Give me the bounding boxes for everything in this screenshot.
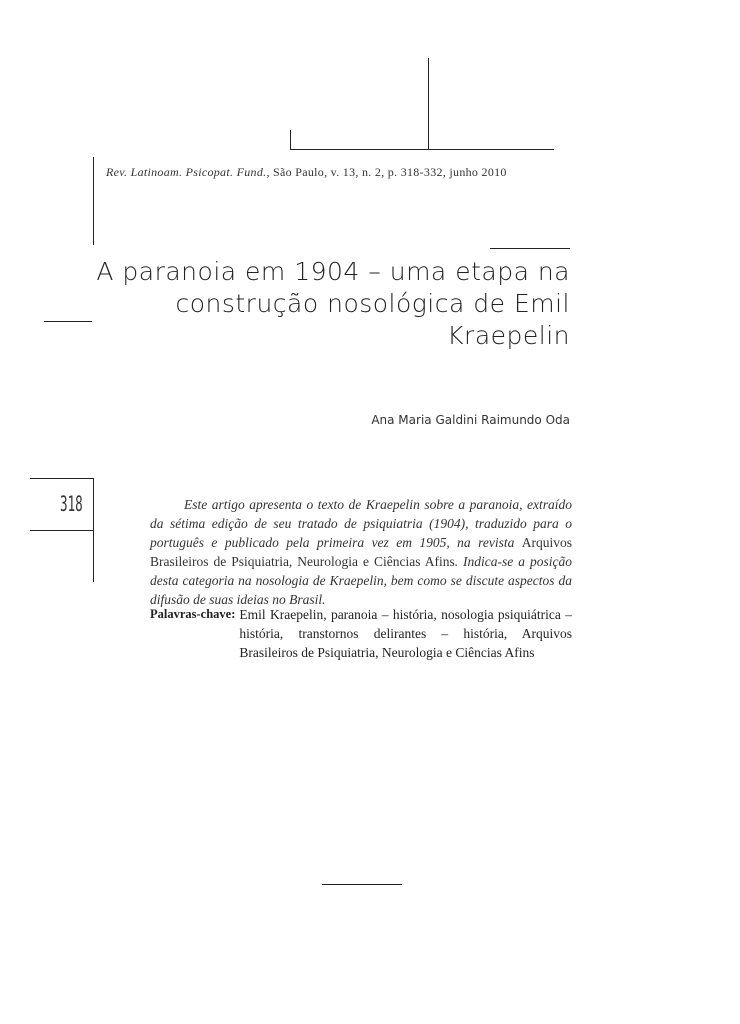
- abstract-part-1: Este artigo apresenta o texto de Kraepelin sobre a paranoia, extraído da sétima edição de seu tratado de psiquiatria (1904), traduzido para o português e publicado pela primeira vez em 1905, na revista: [150, 497, 572, 550]
- bottom-rule: [322, 884, 402, 885]
- abstract-part-2: . Indica-se a posição desta categoria na nosologia de Kraepelin, bem como se discute aspectos da difusão de suas ideias no Brasil.: [150, 554, 572, 607]
- pagenum-rule-top: [30, 478, 93, 479]
- title-line-1: A paranoia em 1904 – uma etapa na: [96, 257, 570, 286]
- pagenum-rule-bottom: [30, 530, 93, 531]
- title-rule-right: [490, 248, 570, 249]
- keywords-text: Emil Kraepelin, paranoia – história, nosologia psiquiátrica – história, transtornos delirantes – história, Arquivos Brasileiros de Psiquiatria, Neurologia e Ciências Afins: [239, 607, 572, 660]
- top-short-tick: [290, 130, 291, 150]
- abstract: [150, 495, 572, 609]
- abstract-journal-name: Arquivos Brasileiros de Psiquiatria, Neurologia e Ciências Afins: [150, 535, 572, 569]
- page-number: 318: [60, 492, 83, 516]
- keywords-label: Palavras-chave:: [150, 607, 236, 621]
- top-vertical-rule: [428, 58, 429, 150]
- journal-name: Rev. Latinoam. Psicopat. Fund.: [106, 165, 267, 179]
- top-horizontal-rule: [290, 149, 554, 150]
- keywords: [150, 605, 572, 662]
- left-vertical-rule-mid: [93, 478, 94, 582]
- article-title: [50, 256, 570, 352]
- journal-details: , São Paulo, v. 13, n. 2, p. 318-332, junho 2010: [266, 165, 507, 179]
- title-line-2: construção nosológica de Emil Kraepelin: [175, 289, 570, 350]
- left-vertical-rule-top: [93, 157, 94, 245]
- journal-citation: [106, 165, 507, 180]
- author-name: Ana Maria Galdini Raimundo Oda: [371, 413, 570, 427]
